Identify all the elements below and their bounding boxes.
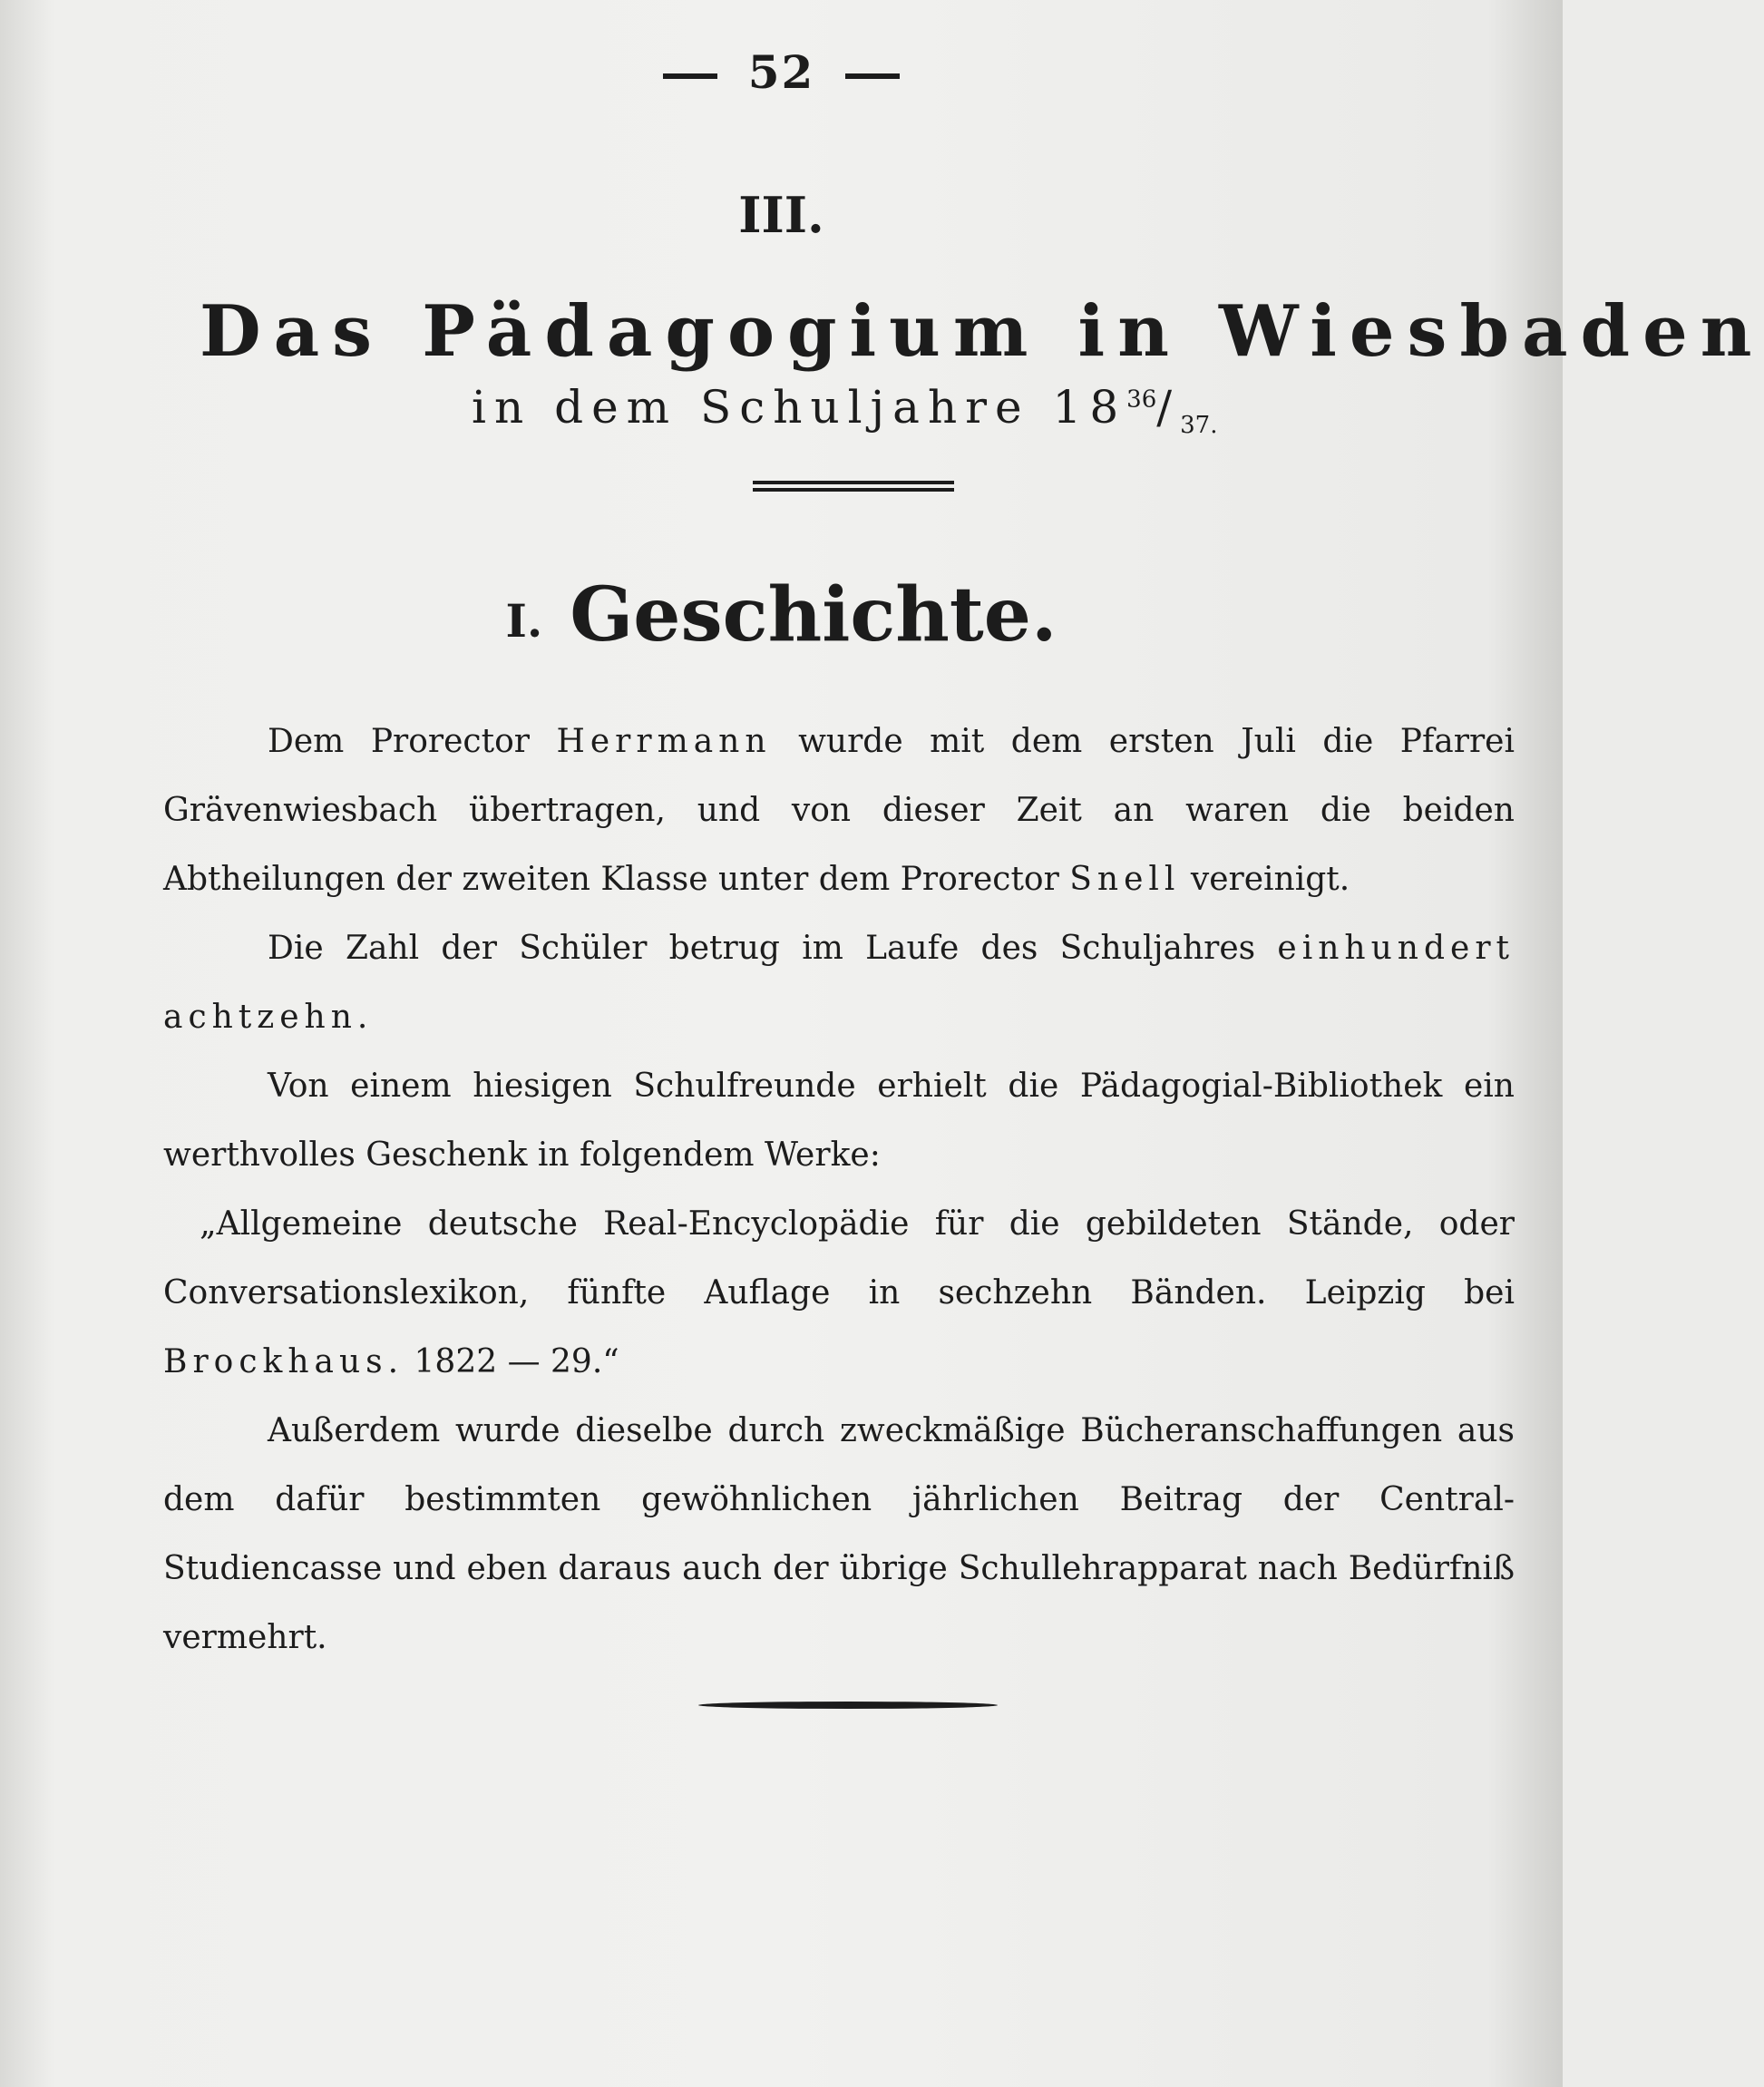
quotation-publisher: Brockhaus. [163,1343,404,1380]
page-subtitle [472,381,1218,439]
closing-divider [698,1702,998,1709]
paragraph-2 [163,914,1515,1052]
paragraph-5: Außerdem wurde dieselbe durch zweckmäßige Bücheranschaffungen aus dem dafür bestimmten gewöhnlichen jährlichen Beitrag der Central-Studiencasse und eben daraus auch der übrige Schullehrapparat nach Bedürfniß vermehrt. [163,1412,1515,1656]
right-dash [845,73,900,79]
paragraph-1-text-a: Dem Prorector [268,723,557,760]
chapter-title: Geschichte. [570,571,1057,658]
paragraph-3: Von einem hiesigen Schulfreunde erhielt die Pädagogial-Bibliothek ein werthvolles Geschenk in folgendem Werke: [163,1068,1515,1174]
chapter-number: I. [505,594,543,649]
page-title: Das Pädagogium in Wiesbaden [200,290,1764,373]
paragraph-1-text-b: wurde mit dem ersten Juli die Pfarrei Grävenwiesbach übertragen, und von dieser Zeit an waren die beiden Abtheilungen der zweiten Klasse unter dem Prorector [163,723,1515,898]
paragraph-2-count: einhundert achtzehn. [163,930,1515,1036]
left-dash [663,73,717,79]
subtitle-year-end: 37. [1180,412,1218,439]
quotation-years: 1822 — 29.“ [404,1343,619,1380]
body-text [163,707,1515,1673]
subtitle-slash: / [1156,381,1181,434]
paragraph-2-text: Die Zahl der Schüler betrug im Laufe des Schuljahres [268,930,1278,967]
page-number-row [0,45,1563,99]
page-number: 52 [747,45,815,99]
quotation-text: „Allgemeine deutsche Real-Encyclopädie für die gebildeten Stände, oder Conversationslexikon, fünfte Auflage in sechzehn Bänden. Leipzig bei [163,1205,1515,1312]
paragraph-4-quotation [163,1190,1515,1397]
title-divider [753,481,954,492]
subtitle-year-start: 36 [1126,385,1157,414]
subtitle-text: in dem Schuljahre 18 [472,381,1127,434]
section-number: III. [738,186,824,244]
paragraph-1-name-herrmann: Herrmann [556,723,772,760]
paragraph-1-name-snell: Snell [1069,861,1181,898]
paragraph-1-text-c: vereinigt. [1180,861,1350,898]
paragraph-1 [163,707,1515,914]
chapter-heading [0,571,1563,658]
